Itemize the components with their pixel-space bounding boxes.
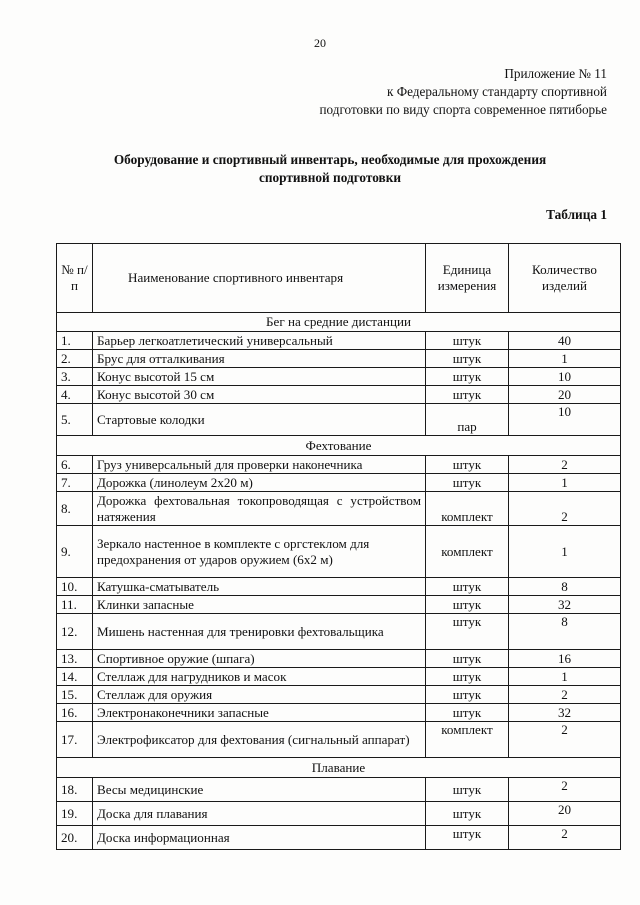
item-quantity: 10: [509, 404, 621, 436]
item-unit: штук: [426, 650, 509, 668]
row-number: 18.: [57, 778, 93, 802]
item-unit: пар: [426, 404, 509, 436]
row-number: 13.: [57, 650, 93, 668]
annex-line-1: Приложение № 11: [504, 66, 607, 81]
item-unit: штук: [426, 778, 509, 802]
item-unit: штук: [426, 474, 509, 492]
item-unit: комплект: [426, 722, 509, 758]
item-unit: штук: [426, 686, 509, 704]
table-row: [57, 614, 621, 650]
row-number: 3.: [57, 368, 93, 386]
item-quantity: 40: [509, 332, 621, 350]
item-quantity: 1: [509, 668, 621, 686]
item-unit: штук: [426, 826, 509, 850]
table-row: [57, 778, 621, 802]
item-quantity: 20: [509, 802, 621, 826]
table-row: [57, 578, 621, 596]
table-row: [57, 686, 621, 704]
row-number: 8.: [57, 492, 93, 526]
item-quantity: 2: [509, 778, 621, 802]
row-number: 15.: [57, 686, 93, 704]
table-body: [57, 313, 621, 850]
item-quantity: 10: [509, 368, 621, 386]
header-unit: Единица измерения: [426, 244, 509, 313]
table-row: [57, 526, 621, 578]
row-number: 20.: [57, 826, 93, 850]
row-number: 5.: [57, 404, 93, 436]
header-name: Наименование спортивного инвентаря: [93, 244, 426, 313]
annex-line-3: подготовки по виду спорта современное пятиборье: [319, 102, 607, 117]
item-unit: штук: [426, 386, 509, 404]
item-unit: штук: [426, 332, 509, 350]
document-title: [40, 151, 620, 186]
row-number: 11.: [57, 596, 93, 614]
row-number: 7.: [57, 474, 93, 492]
table-row: [57, 492, 621, 526]
table-row: [57, 722, 621, 758]
item-name: Электронаконечники запасные: [93, 704, 426, 722]
item-quantity: 1: [509, 526, 621, 578]
title-line-2: спортивной подготовки: [258, 169, 402, 185]
section-row: [57, 436, 621, 456]
header-num: № п/п: [57, 244, 93, 313]
table-row: [57, 668, 621, 686]
table-row: [57, 456, 621, 474]
section-title: Фехтование: [57, 436, 621, 456]
header-qty: Количество изделий: [509, 244, 621, 313]
inventory-table: [56, 243, 621, 850]
row-number: 10.: [57, 578, 93, 596]
item-quantity: 1: [509, 474, 621, 492]
table-row: [57, 802, 621, 826]
item-unit: штук: [426, 578, 509, 596]
row-number: 1.: [57, 332, 93, 350]
row-number: 4.: [57, 386, 93, 404]
item-quantity: 16: [509, 650, 621, 668]
table-row: [57, 350, 621, 368]
row-number: 17.: [57, 722, 93, 758]
item-name: Весы медицинские: [93, 778, 426, 802]
item-quantity: 2: [509, 686, 621, 704]
section-row: [57, 313, 621, 332]
item-quantity: 8: [509, 578, 621, 596]
title-line-1: Оборудование и спортивный инвентарь, необходимые для прохождения: [113, 152, 547, 167]
item-quantity: 1: [509, 350, 621, 368]
row-number: 19.: [57, 802, 93, 826]
row-number: 12.: [57, 614, 93, 650]
item-name: Конус высотой 30 см: [93, 386, 426, 404]
item-quantity: 20: [509, 386, 621, 404]
item-unit: штук: [426, 456, 509, 474]
item-name: Стеллаж для оружия: [93, 686, 426, 704]
item-unit: штук: [426, 368, 509, 386]
row-number: 6.: [57, 456, 93, 474]
table-row: [57, 386, 621, 404]
item-name: Брус для отталкивания: [93, 350, 426, 368]
item-unit: комплект: [426, 526, 509, 578]
item-name: Спортивное оружие (шпага): [93, 650, 426, 668]
item-name: Барьер легкоатлетический универсальный: [93, 332, 426, 350]
item-name: Дорожка (линолеум 2х20 м): [93, 474, 426, 492]
row-number: 2.: [57, 350, 93, 368]
item-name: Мишень настенная для тренировки фехтовальщика: [93, 614, 426, 650]
row-number: 14.: [57, 668, 93, 686]
section-title: Бег на средние дистанции: [57, 313, 621, 332]
item-unit: штук: [426, 350, 509, 368]
item-quantity: 2: [509, 826, 621, 850]
annex-line-2: к Федеральному стандарту спортивной: [387, 84, 607, 99]
table-row: [57, 650, 621, 668]
table-row: [57, 404, 621, 436]
table-row: [57, 596, 621, 614]
row-number: 9.: [57, 526, 93, 578]
section-row: [57, 758, 621, 778]
table-header-row: [57, 244, 621, 313]
item-name: Клинки запасные: [93, 596, 426, 614]
annex-heading: [319, 65, 607, 119]
table-row: [57, 368, 621, 386]
item-quantity: 2: [509, 722, 621, 758]
item-quantity: 2: [509, 492, 621, 526]
item-name: Стеллаж для нагрудников и масок: [93, 668, 426, 686]
table-row: [57, 826, 621, 850]
item-unit: штук: [426, 668, 509, 686]
item-name: Катушка-сматыватель: [93, 578, 426, 596]
item-quantity: 8: [509, 614, 621, 650]
item-name: Зеркало настенное в комплекте с оргстеклом для предохранения от ударов оружием (6х2 м): [93, 526, 426, 578]
table-row: [57, 332, 621, 350]
item-name: Доска информационная: [93, 826, 426, 850]
section-title: Плавание: [57, 758, 621, 778]
row-number: 16.: [57, 704, 93, 722]
item-name: Электрофиксатор для фехтования (сигнальный аппарат): [93, 722, 426, 758]
item-name: Груз универсальный для проверки наконечника: [93, 456, 426, 474]
table-row: [57, 704, 621, 722]
item-unit: штук: [426, 704, 509, 722]
item-unit: комплект: [426, 492, 509, 526]
item-quantity: 32: [509, 704, 621, 722]
item-name: Доска для плавания: [93, 802, 426, 826]
item-unit: штук: [426, 596, 509, 614]
table-label: Таблица 1: [546, 207, 607, 222]
item-quantity: 2: [509, 456, 621, 474]
item-unit: штук: [426, 802, 509, 826]
item-name: Дорожка фехтовальная токопроводящая с устройством натяжения: [93, 492, 426, 526]
item-name: Конус высотой 15 см: [93, 368, 426, 386]
page-number: 20: [314, 36, 326, 50]
table-row: [57, 474, 621, 492]
item-quantity: 32: [509, 596, 621, 614]
item-unit: штук: [426, 614, 509, 650]
item-name: Стартовые колодки: [93, 404, 426, 436]
